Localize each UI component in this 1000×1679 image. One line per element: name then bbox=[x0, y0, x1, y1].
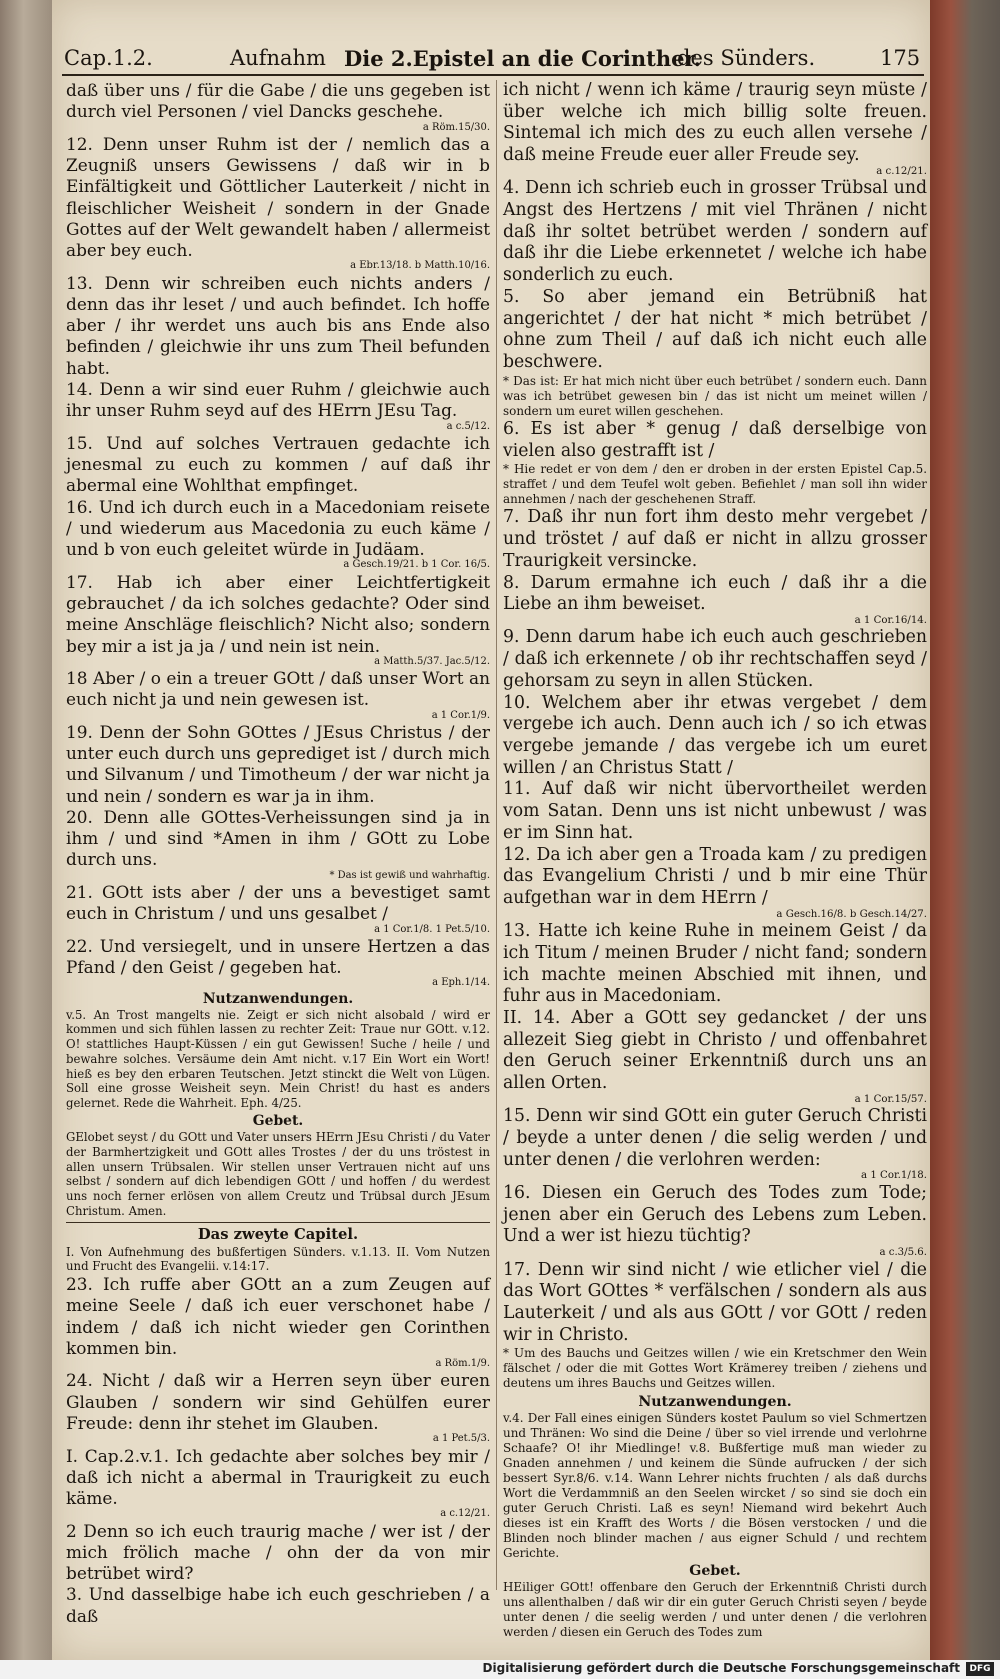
cross-reference: a 1 Pet.5/3. bbox=[432, 1433, 490, 1445]
cross-reference: a 1 Cor.16/14. bbox=[854, 614, 927, 626]
section-heading: Gebet. bbox=[252, 1112, 304, 1129]
verse-paragraph: 3. Und dasselbige habe ich euch geschrieben / a daß bbox=[66, 1584, 490, 1626]
digitization-footer bbox=[0, 1660, 1000, 1679]
verse-paragraph: 24. Nicht / daß wir a Herren seyn über euren Glauben / sondern wir sind Gehülfen eurer Freude: denn ihr stehet im Glauben. bbox=[66, 1370, 490, 1433]
small-print-paragraph: * Hie redet er von dem / den er droben in der ersten Epistel Cap.5. straffet / und dem Teufel wolt geben. Befiehlet / man soll ihn wider annehmen / nach der geschehenen Straff. bbox=[503, 462, 927, 507]
small-print-paragraph: HEiliger GOtt! offenbare den Geruch der Erkenntniß Christi durch uns allenthalben / daß wir dir ein guter Geruch Christi seyen / beyde unter denen / die seelig werden / und unter denen / die verlohren werden / diesen ein Geruch des Todes zum bbox=[503, 1580, 927, 1640]
cross-reference: a c.5/12. bbox=[446, 420, 490, 432]
cross-reference: a 1 Cor.1/18. bbox=[861, 1170, 927, 1182]
verse-paragraph: 7. Daß ihr nun fort ihm desto mehr vergebet / und tröstet / auf daß er nicht in allzu grosser Traurigkeit versincke. bbox=[503, 507, 927, 571]
chapter-label: Cap.1.2. bbox=[64, 46, 153, 70]
small-print-paragraph: * Das ist: Er hat mich nicht über euch betrübet / sondern euch. Dann was ich betrübet gewesen bin / das ist nicht um meinet willen / sondern um euret willen geschehen. bbox=[503, 373, 927, 418]
cross-reference: a Gesch.16/8. b Gesch.14/27. bbox=[776, 908, 927, 920]
verse-paragraph: ich nicht / wenn ich käme / traurig seyn müste / über welche ich mich billig solte freuen. Sintemal ich mich des zu euch allen versehe / daß meine Freude euer aller Freude sey. bbox=[503, 80, 927, 166]
verse-paragraph: 10. Welchem aber ihr etwas vergebet / dem vergebe ich auch. Denn auch ich / so ich etwas vergebe jemande / das vergebe ich um euret willen / an Christus Statt / bbox=[503, 692, 927, 778]
verse-paragraph: 12. Da ich aber gen a Troada kam / zu predigen das Evangelium Christi / und b mir eine Thür aufgethan war in dem HErrn / bbox=[503, 844, 927, 908]
cross-reference: a Eph.1/14. bbox=[432, 977, 490, 989]
topic-left: Aufnahm bbox=[230, 46, 326, 70]
verse-paragraph: 13. Hatte ich keine Ruhe in meinem Geist / da ich Titum / meinen Bruder / nicht fand; sondern ich machte meinen Abschied mit ihnen, und fuhr aus in Macedoniam. bbox=[503, 921, 927, 1007]
cross-reference: * Das ist gewiß und wahrhaftig. bbox=[329, 869, 490, 881]
verse-paragraph: 20. Denn alle GOttes-Verheissungen sind ja in ihm / und sind *Amen in ihm / GOtt zu Lobe durch uns. bbox=[66, 806, 490, 870]
verse-paragraph: 23. Ich ruffe aber GOtt an a zum Zeugen auf meine Seele / daß ich euer verschonet habe / indem / daß ich nicht wieder gen Corinthen kommen bin. bbox=[66, 1274, 490, 1358]
verse-paragraph: 21. GOtt ists aber / der uns a bevestiget samt euch in Christum / und uns gesalbet / bbox=[66, 882, 490, 924]
section-rule bbox=[66, 1222, 490, 1223]
dfg-logo: DFG bbox=[966, 1662, 994, 1676]
page-edge bbox=[930, 0, 1000, 1660]
verse-paragraph: 6. Es ist aber * genug / daß derselbige von vielen also gestrafft ist / bbox=[503, 418, 927, 461]
right-column bbox=[503, 80, 927, 1640]
cross-reference: a Gesch.19/21. b 1 Cor. 16/5. bbox=[343, 559, 490, 571]
verse-paragraph: 15. Und auf solches Vertrauen gedachte ich jenesmal zu euch zu kommen / auf daß ihr abermal eine Wohlthat empfinget. bbox=[66, 432, 490, 496]
page-number: 175 bbox=[880, 46, 921, 70]
verse-paragraph: II. 14. Aber a GOtt sey gedancket / der uns allezeit Sieg giebt in Christo / und offenbahret den Geruch seiner Erkenntniß durch uns an allen Orten. bbox=[503, 1007, 927, 1094]
verse-paragraph: 18 Aber / o ein a treuer GOtt / daß unser Wort an euch nicht ja und nein gewesen ist. bbox=[66, 668, 490, 710]
small-print-paragraph: GElobet seyst / du GOtt und Vater unsers HErrn JEsu Christi / du Vater der Barmhertzigkeit und GOtt alles Trostes / der du uns tröstest in allen unsern Trübsalen. Wir stellen unser Vertrauen nicht auf uns selbst / sondern auf dich lebendigen GOtt / und hoffen / du werdest uns noch ferner erlösen von allem Creutz und Trübsal durch JEsum Christum. Amen. bbox=[66, 1129, 490, 1218]
verse-paragraph: 4. Denn ich schrieb euch in grosser Trübsal und Angst des Hertzens / mit viel Thränen / nicht daß ihr soltet betrübet werden / sondern auf daß ihr die Liebe erkennetet / welche ich habe sonderlich zu euch. bbox=[503, 178, 927, 286]
cross-reference: a c.12/21. bbox=[876, 165, 927, 177]
verse-paragraph: 15. Denn wir sind GOtt ein guter Geruch Christi / beyde a unter denen / die selig werden / und unter denen / die verlohren werden: bbox=[503, 1106, 927, 1170]
cross-reference: a 1 Cor.15/57. bbox=[854, 1093, 927, 1105]
verse-paragraph: 16. Und ich durch euch in a Macedoniam reisete / und wiederum aus Macedonia zu euch käme / und b von euch geleitet würde in Judäam. bbox=[66, 496, 490, 560]
section-heading: Gebet. bbox=[689, 1563, 741, 1580]
verse-paragraph: 9. Denn darum habe ich euch auch geschrieben / daß ich erkennete / ob ihr rechtschaffen seyd / gehorsam zu seyn in allen Stücken. bbox=[503, 627, 927, 691]
running-header bbox=[62, 40, 924, 76]
cross-reference: a Röm.1/9. bbox=[435, 1358, 490, 1370]
epistle-title: Die 2.Epistel an die Corinther. bbox=[344, 46, 701, 71]
cross-reference: a c.12/21. bbox=[440, 1508, 490, 1520]
cross-reference: a Röm.15/30. bbox=[422, 121, 490, 133]
section-heading: Nutzanwendungen. bbox=[202, 990, 354, 1007]
verse-paragraph: 8. Darum ermahne ich euch / daß ihr a die Liebe an ihm beweiset. bbox=[503, 572, 927, 615]
verse-paragraph: 22. Und versiegelt, und in unsere Hertzen a das Pfand / den Geist / gegeben hat. bbox=[66, 935, 490, 978]
verse-paragraph: 16. Diesen ein Geruch des Todes zum Tode; jenen aber ein Geruch des Lebens zum Leben. Und a wer ist hiezu tüchtig? bbox=[503, 1182, 927, 1247]
verse-paragraph: daß über uns / für die Gabe / die uns gegeben ist durch viel Personen / viel Dancks geschehe. bbox=[66, 80, 490, 122]
verse-paragraph: 2 Denn so ich euch traurig mache / wer ist / der mich frölich mache / ohn der da von mir betrübet wird? bbox=[66, 1520, 490, 1584]
verse-paragraph: 12. Denn unser Ruhm ist der / nemlich das a Zeugniß unsers Gewissens / daß wir in b Einfältigkeit und Göttlicher Lauterkeit / nicht in fleischlicher Weisheit / sondern in der Gnade Gottes auf der Welt gewandelt haben / allermeist aber bey euch. bbox=[66, 133, 490, 261]
small-print-paragraph: I. Von Aufnehmung des bußfertigen Sünders. v.1.13. II. Vom Nutzen und Frucht des Evangelii. v.14:17. bbox=[66, 1244, 490, 1274]
cross-reference: a c.3/5.6. bbox=[879, 1247, 927, 1258]
verse-paragraph: 13. Denn wir schreiben euch nichts anders / denn das ihr leset / und auch befindet. Ich hoffe aber / ihr werdet uns auch bis ans Ende also befinden / gleichwie ihr uns zum Theil befunden habt. bbox=[66, 272, 490, 378]
left-column bbox=[66, 80, 490, 1627]
cross-reference: a Matth.5/37. Jac.5/12. bbox=[374, 655, 490, 667]
verse-paragraph: 5. So aber jemand ein Betrübniß hat angerichtet / der hat nicht * mich betrübet / ohne zum Theil / auf daß ich nicht euch alle beschwere. bbox=[503, 286, 927, 372]
verse-paragraph: 17. Denn wir sind nicht / wie etlicher viel / die das Wort GOttes * verfälschen / sondern als aus Lauterkeit / und als aus GOtt / vor GOtt / reden wir in Christo. bbox=[503, 1259, 927, 1345]
cross-reference: a Ebr.13/18. b Matth.10/16. bbox=[350, 260, 490, 272]
chapter-heading: Das zweyte Capitel. bbox=[197, 1225, 359, 1243]
column-separator bbox=[496, 80, 497, 1590]
small-print-paragraph: v.4. Der Fall eines einigen Sünders kostet Paulum so viel Schmertzen und Thränen: Wo sind die Deine / über so viel irrende und verlohrne Schaafe? O! ihr Miedlinge! v.8. Bußfertige muß man wieder zu Gnaden annehmen / und keinem die Sünde aufrucken / der sich bessert Syr.8/6. v.14. Wann Lehrer nichts fruchten / als daß durchs Wort die Verdammniß an den Seelen wircket / so sind sie doch ein guter Geruch Christi. Laß es seyn! Niemand wird bekehrt Auch dieses ist ein Krafft des Worts / die Bösen verstocken / und die Blinden noch blinder machen / aus eigner Schuld / und rechtem Gerichte. bbox=[503, 1410, 927, 1561]
book-spine bbox=[0, 0, 52, 1679]
verse-paragraph: 11. Auf daß wir nicht übervortheilet werden vom Satan. Denn uns ist nicht unbewust / was er im Sinn hat. bbox=[503, 779, 927, 843]
cross-reference: a 1 Cor.1/9. bbox=[431, 709, 490, 721]
cross-reference: a 1 Cor.1/8. 1 Pet.5/10. bbox=[374, 923, 490, 935]
verse-paragraph: 17. Hab ich aber einer Leichtfertigkeit gebrauchet / da ich solches gedachte? Oder sind meine Anschläge fleischlich? Nicht also; sondern bey mir a ist ja ja / und nein ist nein. bbox=[66, 571, 490, 656]
verse-paragraph: 19. Denn der Sohn GOttes / JEsus Christus / der unter euch durch uns geprediget ist / durch mich und Silvanum / und Timotheum / der war nicht ja und nein / sondern es war ja in ihm. bbox=[66, 721, 490, 806]
topic-right: des Sünders. bbox=[677, 46, 816, 70]
small-print-paragraph: v.5. An Trost mangelts nie. Zeigt er sich nicht alsobald / wird er kommen und sich fühlen lassen zu rechter Zeit: Traue nur GOtt. v.12. O! stattliches Haupt-Küssen / ein gut Gewissen! Suche / heile / und bewahre solches. Versäume dein Amt nicht. v.17 Ein Wort ein Wort! hieß es bey den erbaren Teutschen. Jetzt stinckt die Welt von Lügen. Soll eine grosse Weisheit seyn. Mein Christ! du hast es anders gelernet. Rede die Wahrheit. Eph. 4/25. bbox=[66, 1007, 490, 1111]
small-print-paragraph: * Um des Bauchs und Geitzes willen / wie ein Kretschmer den Wein fälschet / oder die mit Gottes Wort Krämerey treiben / ziehens und deutens um ihres Bauchs und Geitzes willen. bbox=[503, 1346, 927, 1391]
verse-paragraph: 14. Denn a wir sind euer Ruhm / gleichwie auch ihr unser Ruhm seyd auf des HErrn JEsu Tag. bbox=[66, 379, 490, 421]
footer-credit: Digitalisierung gefördert durch die Deutsche Forschungsgemeinschaft bbox=[482, 1661, 960, 1675]
verse-paragraph: I. Cap.2.v.1. Ich gedachte aber solches bey mir / daß ich nicht a abermal in Traurigkeit zu euch käme. bbox=[66, 1445, 490, 1509]
section-heading: Nutzanwendungen. bbox=[638, 1393, 792, 1410]
